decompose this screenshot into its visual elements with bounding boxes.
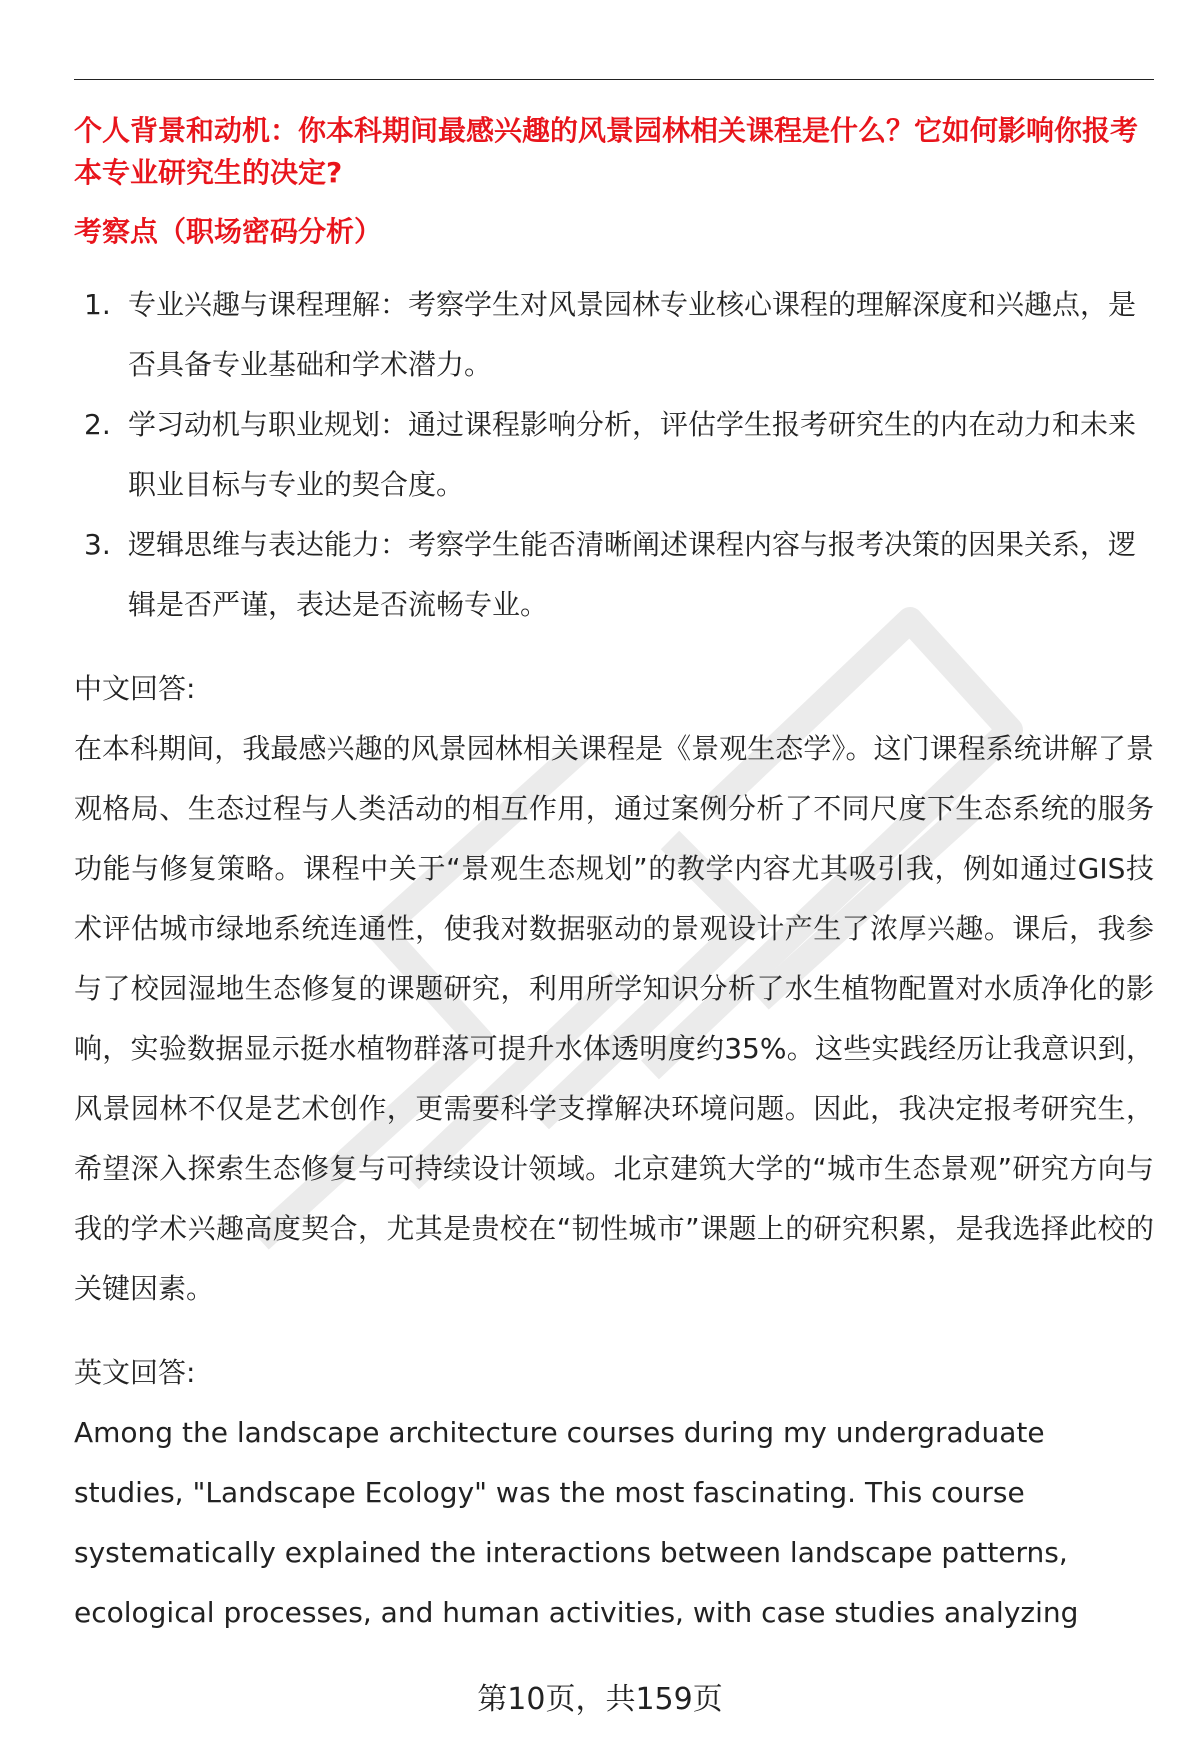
english-answer-text: Among the landscape architecture courses during my undergraduate studies, "Landscape Ecology" was the most fascinating. This course systematically explained the interactions between landscape patterns, ecological processes, and human activities, with case studies analyzing — [74, 1416, 1079, 1629]
list-item-text: 逻辑思维与表达能力：考察学生能否清晰阐述课程内容与报考决策的因果关系，逻辑是否严谨，表达是否流畅专业。 — [128, 528, 1137, 621]
list-item-text: 专业兴趣与课程理解：考察学生对风景园林专业核心课程的理解深度和兴趣点，是否具备专业基础和学术潜力。 — [128, 288, 1137, 381]
list-item — [74, 275, 1154, 395]
chinese-answer-text: 在本科期间，我最感兴趣的风景园林相关课程是《景观生态学》。这门课程系统讲解了景观格局、生态过程与人类活动的相互作用，通过案例分析了不同尺度下生态系统的服务功能与修复策略。课程中关于“景观生态规划”的教学内容尤其吸引我，例如通过GIS技术评估城市绿地系统连通性，使我对数据驱动的景观设计产生了浓厚兴趣。课后，我参与了校园湿地生态修复的课题研究，利用所学知识分析了水生植物配置对水质净化的影响，实验数据显示挺水植物群落可提升水体透明度约35%。这些实践经历让我意识到，风景园林不仅是艺术创作，更需要科学支撑解决环境问题。因此，我决定报考研究生，希望深入探索生态修复与可持续设计领域。北京建筑大学的“城市生态景观”研究方向与我的学术兴趣高度契合，尤其是贵校在“韧性城市”课题上的研究积累，是我选择此校的关键因素。 — [74, 732, 1154, 1305]
document-body — [74, 110, 1154, 1643]
list-item — [74, 395, 1154, 515]
list-item-number: 2. — [84, 408, 111, 441]
list-item-number: 3. — [84, 528, 111, 561]
question-heading: 个人背景和动机：你本科期间最感兴趣的风景园林相关课程是什么？它如何影响你报考本专业研究生的决定? — [74, 114, 1139, 189]
exam-point-heading: 考察点（职场密码分析） — [74, 215, 383, 248]
header-rule — [74, 79, 1154, 80]
chinese-answer-label: 中文回答: — [74, 672, 196, 705]
list-item-number: 1. — [84, 288, 111, 321]
list-item-text: 学习动机与职业规划：通过课程影响分析，评估学生报考研究生的内在动力和未来职业目标与专业的契合度。 — [128, 408, 1137, 501]
exam-point-list — [74, 275, 1154, 635]
page-number-footer: 第10页，共159页 — [477, 1682, 723, 1717]
english-answer-label: 英文回答: — [74, 1356, 196, 1389]
list-item — [74, 515, 1154, 635]
